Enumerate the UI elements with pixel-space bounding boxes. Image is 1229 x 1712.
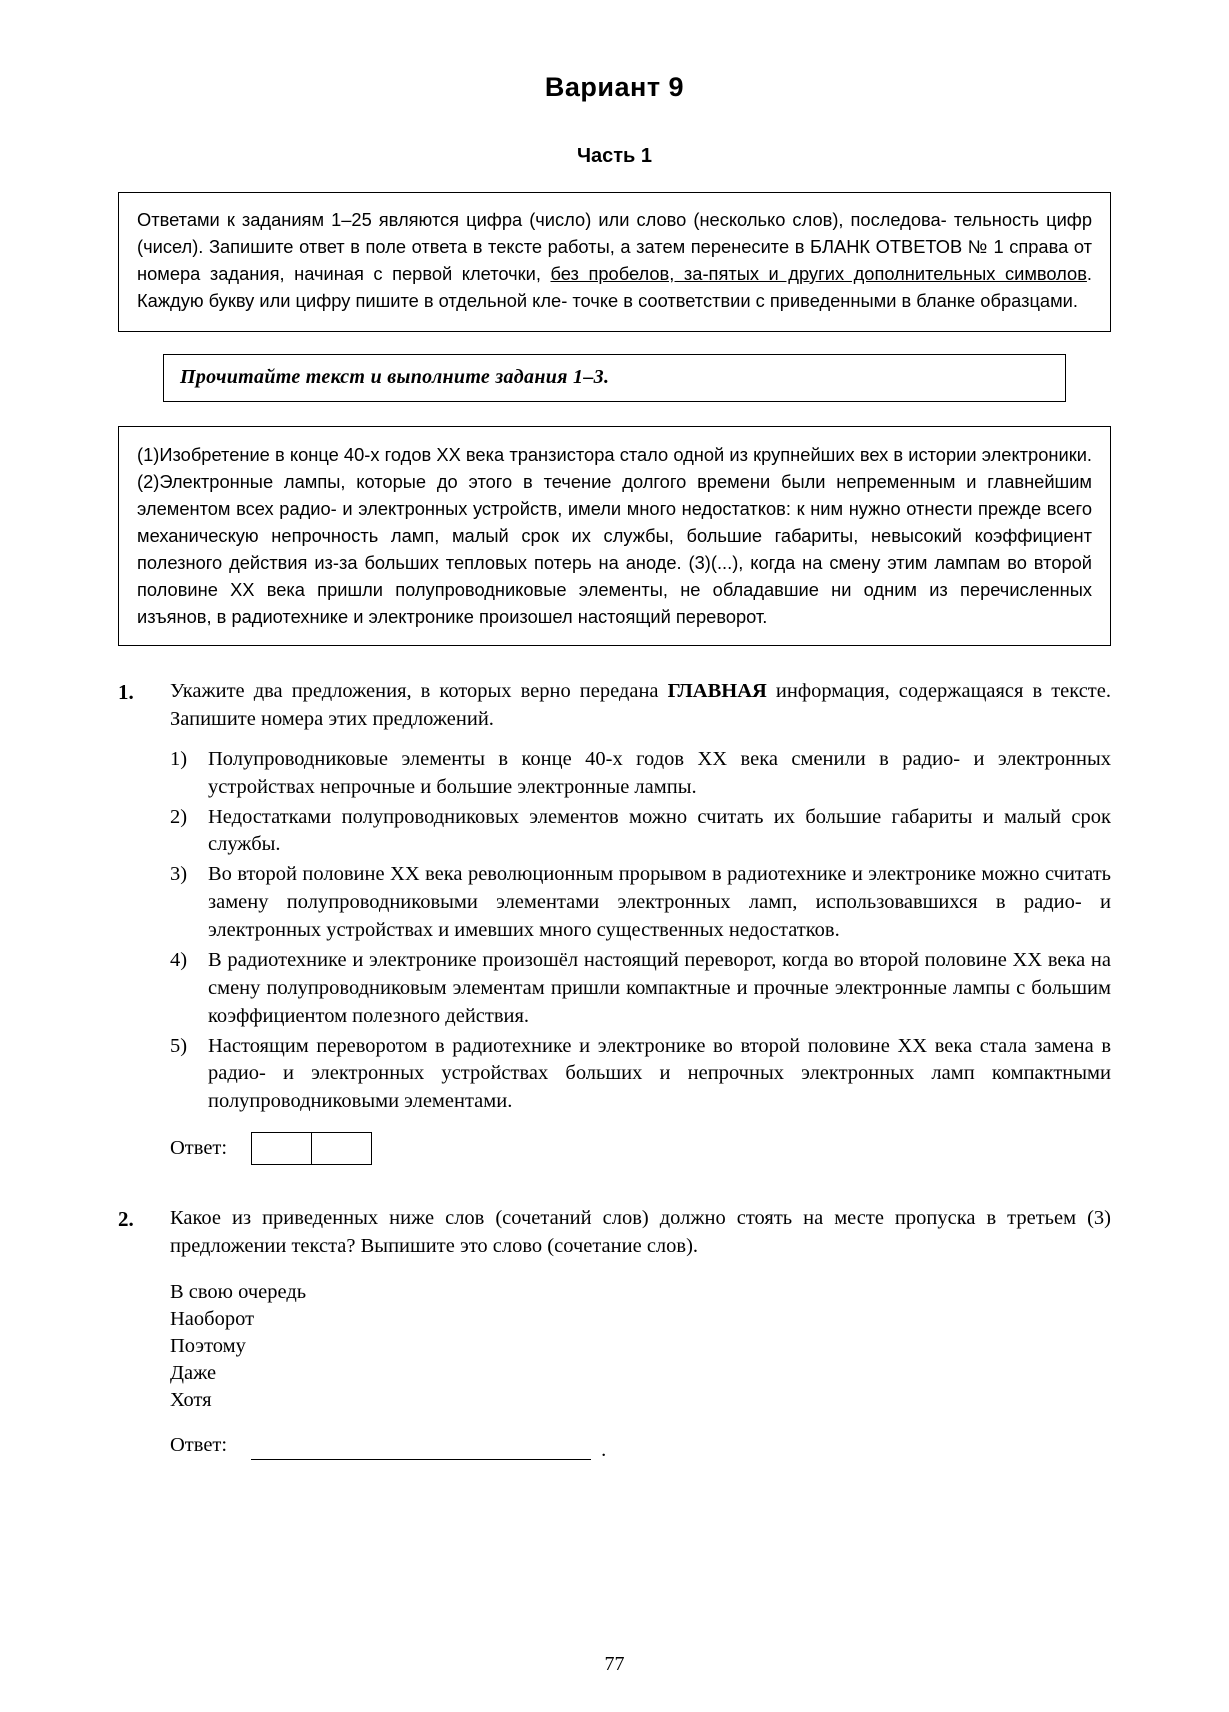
task-2-answer-period: . [601,1438,607,1461]
list-item: Наоборот [170,1308,255,1331]
read-task-text: Прочитайте текст и выполните задания 1–3. [180,365,610,388]
page-number: 77 [604,1653,625,1675]
task-1-answer-label: Ответ: [170,1136,228,1159]
task-2-body [170,1205,1111,1460]
read-task-box [163,354,1066,402]
instructions-line-3a: БЛАНК ОТВЕТОВ № 1 справа от номера задания, начиная с первой клеточки, [137,235,1092,284]
list-item [170,804,1111,860]
list-item: Даже [170,1362,217,1385]
list-item [170,947,1111,1031]
instructions-underline-2: пятых и других дополнительных символов [708,262,1087,284]
reading-text-body: (1)Изобретение в конце 40-х годов XX века транзистора стало одной из крупнейших вех в истории электроники. (2)Электронные лампы, которые до этого в течение долгого времени были непременным и главнейшим элементом всех радио- и электронных устройств, имели много недостатков: к ним нужно отнести прежде всего механическую непрочность ламп, малый срок их службы, большие габариты, невысокий коэффициент полезного действия из-за больших тепловых потерь на аноде. (3)(...), когда на смену этим лампам во второй половине XX века пришли полупроводниковые элементы, не обладавшие ни одним из перечисленных изъянов, в радиотехнике и электронике произошел настоящий переворот. [137,443,1092,628]
option-text: Настоящим переворотом в радиотехнике и электронике во второй половине XX века стала замена в радио- и электронных устройствах больших и непрочных электронных ламп компактными полупроводниковыми элементами. [208,1034,1111,1113]
task-1-answer-row [170,1132,1111,1165]
list-item [170,1033,1111,1117]
option-marker: 4) [170,948,188,971]
task-2-word-list [170,1279,1111,1414]
page-title: Вариант 9 [544,72,685,102]
instructions-line-4b: . Каждую букву или цифру пишите в отдельной кле- [137,262,1092,311]
reading-text-box [118,426,1111,647]
task-1-prompt-part1: Укажите два предложения, в которых верно передана [170,680,668,703]
part-heading: Часть 1 [576,145,653,167]
task-1-prompt-part2: информация, содержащаяся в тексте. Запишите номера этих предложений. [170,680,1111,730]
task-2 [118,1205,1111,1460]
task-2-answer-label: Ответ: [170,1434,228,1457]
task-1-prompt-emphasis: ГЛАВНАЯ [667,680,767,703]
option-text: В радиотехнике и электронике произошёл настоящий переворот, когда во второй половине XX века на смену полупроводниковым элементам пришли компактные и прочные электронные лампы с большим коэффициентом полезного действия. [208,948,1111,1027]
list-item: В свою очередь [170,1280,307,1303]
instructions-line-2: тельность цифр (чисел). Запишите ответ в поле ответа в тексте работы, а затем перенесите в [137,209,1092,257]
option-text: Недостатками полупроводниковых элементов можно считать их большие габариты и малый срок службы. [208,805,1111,856]
instructions-line-5: точке в соответствии с приведенными в бланке образцами. [572,289,1078,311]
list-item: Поэтому [170,1335,246,1358]
instructions-line-1: Ответами к заданиям 1–25 являются цифра (число) или слово (несколько слов), последова- [137,209,947,230]
answer-cell-2[interactable] [311,1132,372,1165]
option-marker: 2) [170,805,188,828]
task-2-answer-row [170,1432,1111,1460]
task-1-answer-cells[interactable] [251,1132,372,1165]
task-2-answer-input[interactable] [251,1439,591,1460]
task-2-number: 2. [118,1207,134,1232]
task-1 [118,678,1111,1165]
task-1-body [170,678,1111,1165]
option-text: Во второй половине XX века революционным прорывом в радиотехнике и электронике можно считать замену полупроводниковыми элементами электронных ламп, использовавшихся в радио- и электронных устройствах и имевших много существенных недостатков. [208,863,1111,942]
option-marker: 1) [170,747,188,770]
answer-cell-1[interactable] [251,1132,312,1165]
task-2-prompt: Какое из приведенных ниже слов (сочетаний слов) должно стоять на месте пропуска в третьем (3) предложении текста? Выпишите это слово (сочетание слов). [170,1207,1111,1258]
option-text: Полупроводниковые элементы в конце 40-х годов XX века сменили в радио- и электронных устройствах непрочные и большие электронные лампы. [208,747,1111,798]
instructions-box [118,192,1111,332]
task-1-number: 1. [118,680,134,705]
list-item [170,861,1111,945]
option-marker: 5) [170,1034,188,1057]
list-item [170,746,1111,802]
list-item: Хотя [170,1389,212,1412]
instructions-underline-1: без пробелов, за- [550,262,709,284]
option-marker: 3) [170,863,188,886]
task-1-options [170,746,1111,1116]
